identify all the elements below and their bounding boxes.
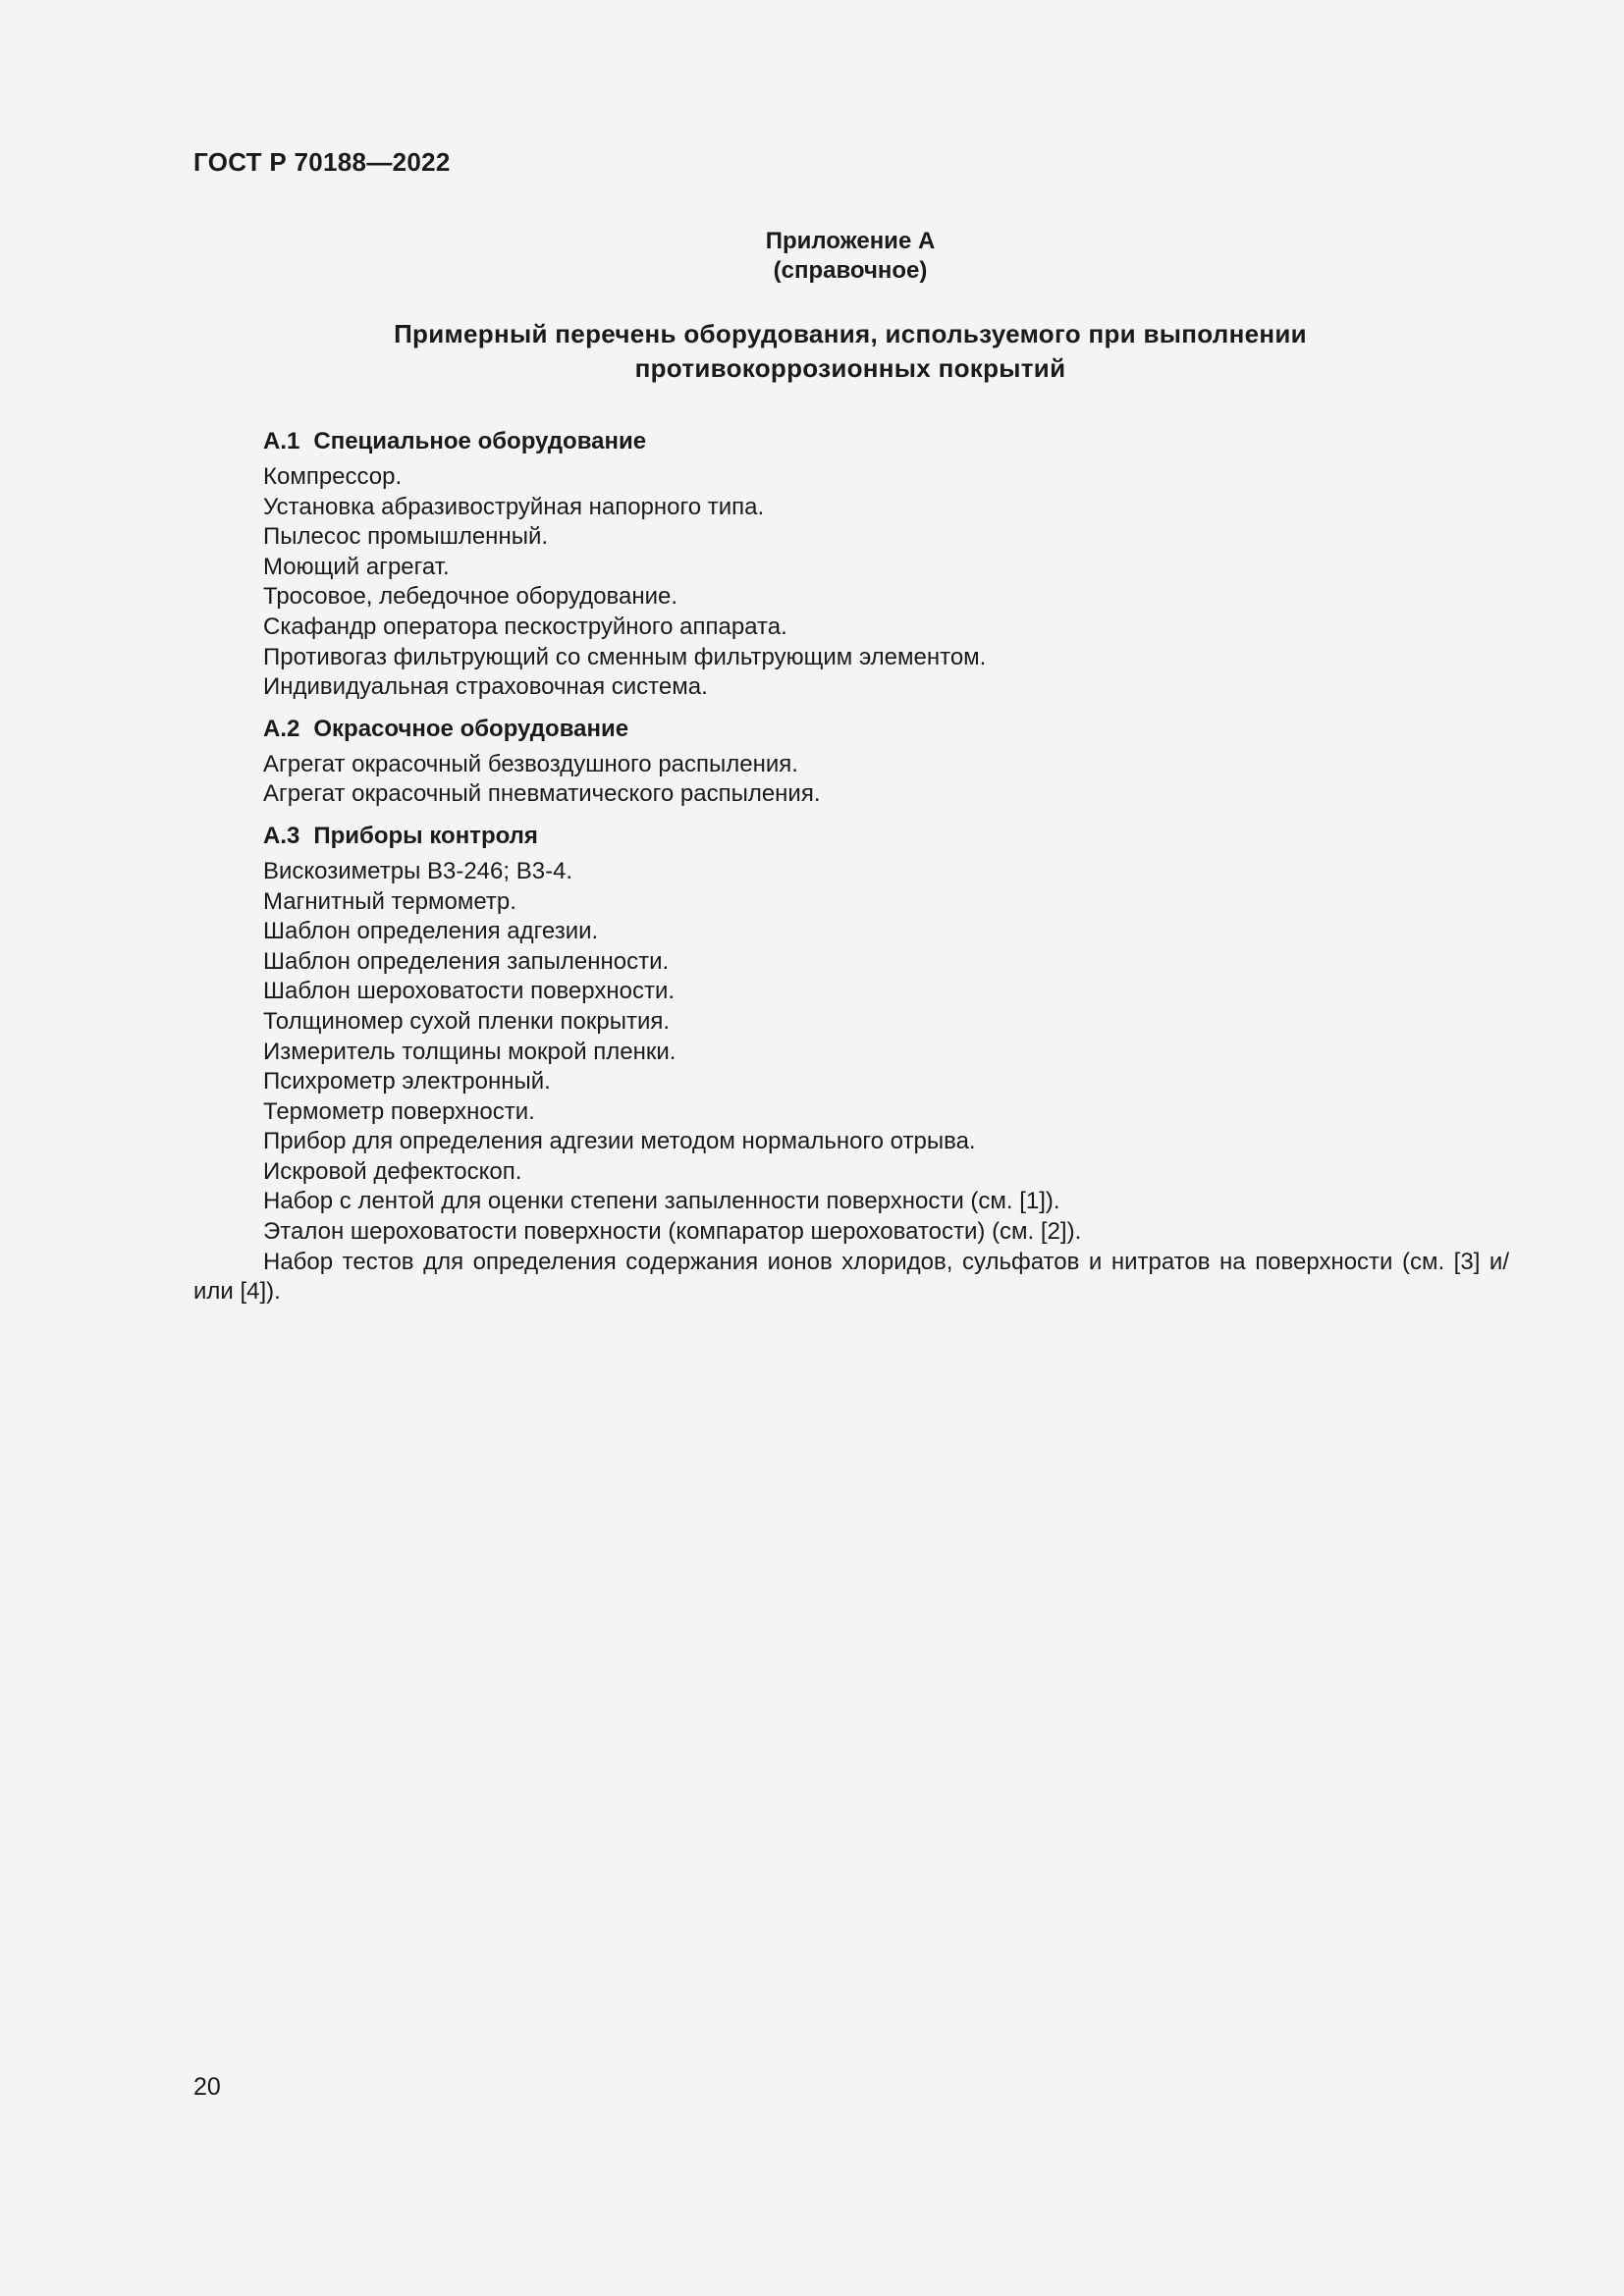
appendix-heading-line: противокоррозионных покрытий <box>634 353 1066 383</box>
list-item: Шаблон определения адгезии. <box>263 918 599 945</box>
list-item: Компрессор. <box>263 463 403 490</box>
list-item: Моющий агрегат. <box>263 553 450 580</box>
list-item: Психрометр электронный. <box>263 1068 551 1095</box>
section-heading <box>193 715 1509 744</box>
list-item: Магнитный термометр. <box>263 887 516 915</box>
list-item: Искровой дефектоскоп. <box>263 1157 522 1185</box>
list-item: Пылесос промышленный. <box>263 523 549 551</box>
item-list <box>193 857 1509 1308</box>
list-item: Набор тестов для определения содержания ионов хлоридов, сульфатов и нитратов на поверхности (см. [3] и/или [4]). <box>193 1248 1509 1306</box>
section-special-equipment <box>193 427 1509 703</box>
page-number: 20 <box>193 2073 221 2101</box>
list-item: Шаблон определения запыленности. <box>263 947 670 975</box>
list-item: Агрегат окрасочный пневматического распыления. <box>263 780 821 808</box>
section-number: А.1 <box>263 428 300 454</box>
appendix-title: Приложение А <box>765 228 936 254</box>
list-item: Индивидуальная страховочная система. <box>263 673 708 701</box>
list-item: Шаблон шероховатости поверхности. <box>263 978 676 1005</box>
section-painting-equipment <box>193 715 1509 810</box>
section-title: Специальное оборудование <box>313 428 647 454</box>
section-title: Окрасочное оборудование <box>313 715 629 742</box>
list-item: Агрегат окрасочный безвоздушного распыления. <box>263 750 798 777</box>
appendix-heading-line: Примерный перечень оборудования, используемого при выполнении <box>394 319 1307 348</box>
list-item: Противогаз фильтрующий со сменным фильтрующим элементом. <box>263 643 987 670</box>
list-item: Скафандр оператора пескоструйного аппарата. <box>263 613 787 640</box>
list-item: Тросовое, лебедочное оборудование. <box>263 583 678 611</box>
list-item: Установка абразивоструйная напорного типа. <box>263 493 765 520</box>
list-item: Набор с лентой для оценки степени запыленности поверхности (см. [1]). <box>263 1188 1060 1215</box>
appendix-heading <box>324 317 1377 386</box>
equipment-list <box>193 427 1509 1308</box>
list-item: Вискозиметры В3-246; В3-4. <box>263 857 573 884</box>
list-item: Измеритель толщины мокрой пленки. <box>263 1038 677 1065</box>
document-code: ГОСТ Р 70188—2022 <box>193 147 451 177</box>
section-heading <box>193 427 1509 456</box>
section-control-instruments <box>193 822 1509 1308</box>
list-item: Термометр поверхности. <box>263 1097 535 1125</box>
list-item: Прибор для определения адгезии методом нормального отрыва. <box>263 1128 976 1155</box>
item-list <box>193 750 1509 810</box>
section-number: А.2 <box>263 715 300 742</box>
list-item: Толщиномер сухой пленки покрытия. <box>263 1007 671 1035</box>
section-heading <box>193 822 1509 851</box>
item-list <box>193 462 1509 703</box>
section-number: А.3 <box>263 822 300 849</box>
appendix-kind: (справочное) <box>773 257 928 284</box>
list-item: Эталон шероховатости поверхности (компаратор шероховатости) (см. [2]). <box>263 1218 1082 1246</box>
section-title: Приборы контроля <box>313 822 538 849</box>
